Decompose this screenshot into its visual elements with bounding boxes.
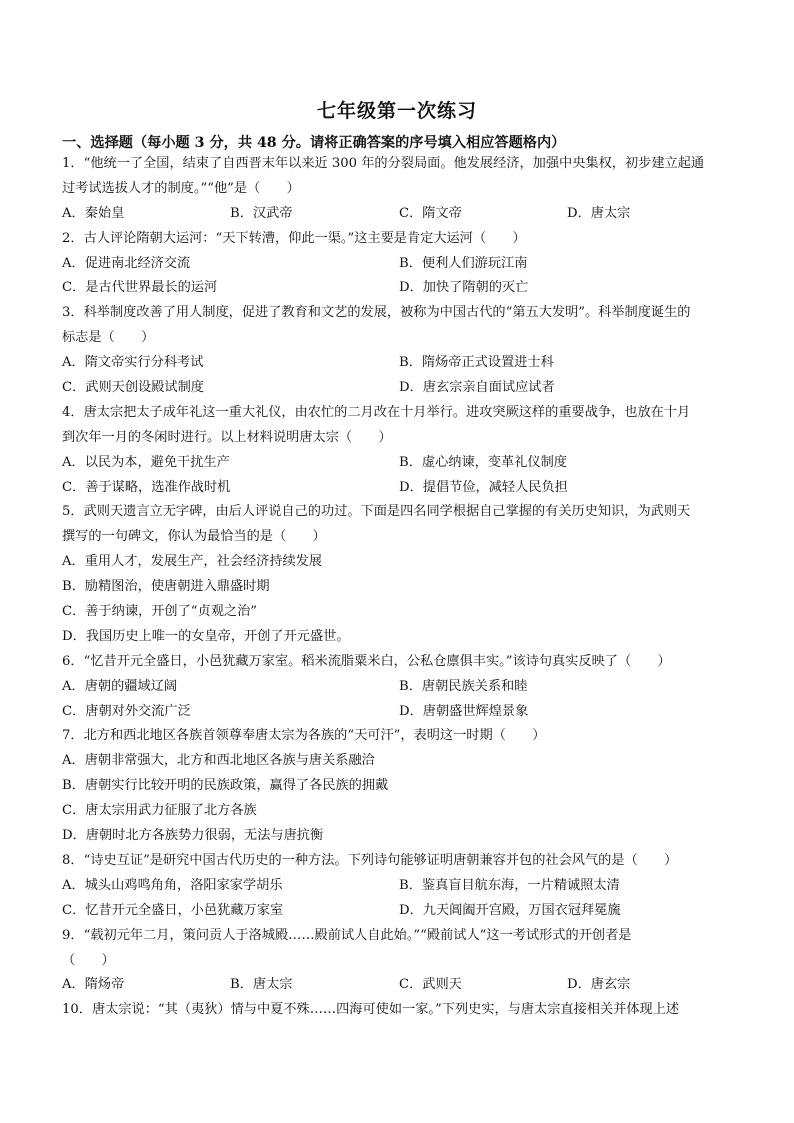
option-c[interactable]: C．武则天 bbox=[399, 977, 462, 993]
question-stem: （ ） bbox=[62, 952, 115, 968]
question-list bbox=[62, 152, 737, 1023]
question-stem: 1．“他统一了全国，结束了自西晋末年以来近 300 年的分裂局面。他发展经济，加强中央集权，初步建立起通 bbox=[62, 156, 705, 171]
option-d[interactable]: D．唐朝盛世辉煌景象 bbox=[399, 703, 529, 719]
option-d[interactable]: D．我国历史上唯一的女皇帝，开创了开元盛世。 bbox=[62, 628, 350, 644]
options-row bbox=[62, 451, 737, 476]
option-c[interactable]: C．是古代世界最长的运河 bbox=[62, 280, 218, 296]
question-stem: 4．唐太宗把太子成年礼这一重大礼仪，由农忙的二月改在十月举行。进攻突厥这样的重要战争，也放在十月 bbox=[62, 404, 691, 420]
option-d[interactable]: D．唐玄宗 bbox=[567, 977, 631, 993]
question-stem: 标志是（ ） bbox=[62, 330, 155, 346]
option-d[interactable]: D．九天阊阖开宫殿，万国衣冠拜冕旒 bbox=[399, 902, 621, 918]
question-6 bbox=[62, 650, 737, 725]
option-b[interactable]: B．汉武帝 bbox=[230, 205, 293, 221]
options-row bbox=[62, 376, 737, 401]
question-stem: 7．北方和西北地区各族首领尊奉唐太宗为各族的“天可汗”，表明这一时期（ ） bbox=[62, 728, 546, 744]
option-c[interactable]: C．武则天创设殿试制度 bbox=[62, 380, 204, 396]
question-2 bbox=[62, 227, 737, 302]
option-d[interactable]: D．唐太宗 bbox=[567, 205, 631, 221]
option-a[interactable]: A．重用人才，发展生产，社会经济持续发展 bbox=[62, 554, 323, 570]
page-title: 七年级第一次练习 bbox=[316, 100, 477, 122]
option-d[interactable]: D．加快了隋朝的灭亡 bbox=[399, 280, 529, 296]
question-stem: 6．“忆昔开元全盛日，小邑犹藏万家室。稻米流脂粟米白，公私仓廪俱丰实。”该诗句真实反映了（ ） bbox=[62, 653, 671, 669]
question-stem: 3．科举制度改善了用人制度，促进了教育和文艺的发展，被称为中国古代的“第五大发明”。科举制度诞生的 bbox=[62, 305, 691, 321]
option-a[interactable]: A．隋炀帝 bbox=[62, 977, 125, 993]
options-row bbox=[62, 276, 737, 301]
option-a[interactable]: A．隋文帝实行分科考试 bbox=[62, 355, 204, 371]
question-stem: 10．唐太宗说：“其（夷狄）情与中夏不殊……四海可使如一家。”下列史实，与唐太宗直接相关并体现上述 bbox=[62, 1002, 680, 1018]
question-3 bbox=[62, 301, 737, 401]
option-c[interactable]: C．唐太宗用武力征服了北方各族 bbox=[62, 803, 257, 819]
option-c[interactable]: C．忆昔开元全盛日，小邑犹藏万家室 bbox=[62, 902, 284, 918]
question-4 bbox=[62, 401, 737, 501]
option-c[interactable]: C．善于谋略，选准作战时机 bbox=[62, 479, 231, 495]
option-b[interactable]: B．唐朝民族关系和睦 bbox=[399, 678, 528, 694]
option-a[interactable]: A．唐朝非常强大，北方和西北地区各族与唐关系融洽 bbox=[62, 753, 375, 769]
question-stem: 过考试选拔人才的制度。”“他”是（ ） bbox=[62, 180, 300, 196]
option-a[interactable]: A．促进南北经济交流 bbox=[62, 255, 191, 271]
options-row bbox=[62, 252, 737, 277]
question-stem: 5．武则天遗言立无字碑，由后人评说自己的功过。下面是四名同学根据自己掌握的有关历史知识，为武则天 bbox=[62, 504, 691, 520]
options-row bbox=[62, 973, 737, 998]
option-b[interactable]: B．虚心纳谏，变革礼仪制度 bbox=[399, 454, 567, 470]
question-stem: 2．古人评论隋朝大运河：“天下转漕，仰此一渠。”这主要是肯定大运河（ ） bbox=[62, 230, 526, 246]
question-stem: 9．“载初元年二月，策问贡人于洛城殿……殿前试人自此始。”“殿前试人”这一考试形式的开创者是 bbox=[62, 927, 632, 943]
options-row bbox=[62, 476, 737, 501]
option-c[interactable]: C．唐朝对外交流广泛 bbox=[62, 703, 191, 719]
option-d[interactable]: D．提倡节俭，减轻人民负担 bbox=[399, 479, 568, 495]
option-b[interactable]: B．励精图治，使唐朝进入鼎盛时期 bbox=[62, 579, 270, 595]
option-a[interactable]: A．城头山鸡鸣角角，洛阳家家学胡乐 bbox=[62, 877, 283, 893]
question-10 bbox=[62, 998, 737, 1023]
section-heading: 一、选择题（每小题 3 分，共 48 分。请将正确答案的序号填入相应答题格内） bbox=[62, 135, 566, 151]
option-a[interactable]: A．唐朝的疆域辽阔 bbox=[62, 678, 178, 694]
options-row bbox=[62, 700, 737, 725]
options-row bbox=[62, 202, 737, 227]
option-b[interactable]: B．唐太宗 bbox=[230, 977, 293, 993]
question-9 bbox=[62, 924, 737, 999]
option-a[interactable]: A．秦始皇 bbox=[62, 205, 125, 221]
option-a[interactable]: A．以民为本，避免干扰生产 bbox=[62, 454, 230, 470]
option-b[interactable]: B．隋炀帝正式设置进士科 bbox=[399, 355, 554, 371]
question-5 bbox=[62, 500, 737, 649]
question-stem: 撰写的一句碑文，你认为最恰当的是（ ） bbox=[62, 529, 326, 545]
option-b[interactable]: B．便利人们游玩江南 bbox=[399, 255, 528, 271]
option-d[interactable]: D．唐玄宗亲自面试应试者 bbox=[399, 380, 555, 396]
option-d[interactable]: D．唐朝时北方各族势力很弱，无法与唐抗衡 bbox=[62, 828, 324, 844]
question-7 bbox=[62, 724, 737, 848]
question-1 bbox=[62, 152, 737, 227]
option-c[interactable]: C．隋文帝 bbox=[399, 205, 462, 221]
options-row bbox=[62, 899, 737, 924]
option-c[interactable]: C．善于纳谏，开创了“贞观之治” bbox=[62, 604, 258, 620]
option-b[interactable]: B．鉴真盲目航东海，一片精诚照太清 bbox=[399, 877, 620, 893]
question-8 bbox=[62, 849, 737, 924]
options-row bbox=[62, 675, 737, 700]
question-stem: 到次年一月的冬闲时进行。以上材料说明唐太宗（ ） bbox=[62, 429, 392, 445]
options-row bbox=[62, 874, 737, 899]
question-stem: 8．“诗史互证”是研究中国古代历史的一种方法。下列诗句能够证明唐朝兼容并包的社会风气的是（ ） bbox=[62, 852, 678, 868]
option-b[interactable]: B．唐朝实行比较开明的民族政策，赢得了各民族的拥戴 bbox=[62, 778, 389, 794]
options-row bbox=[62, 351, 737, 376]
